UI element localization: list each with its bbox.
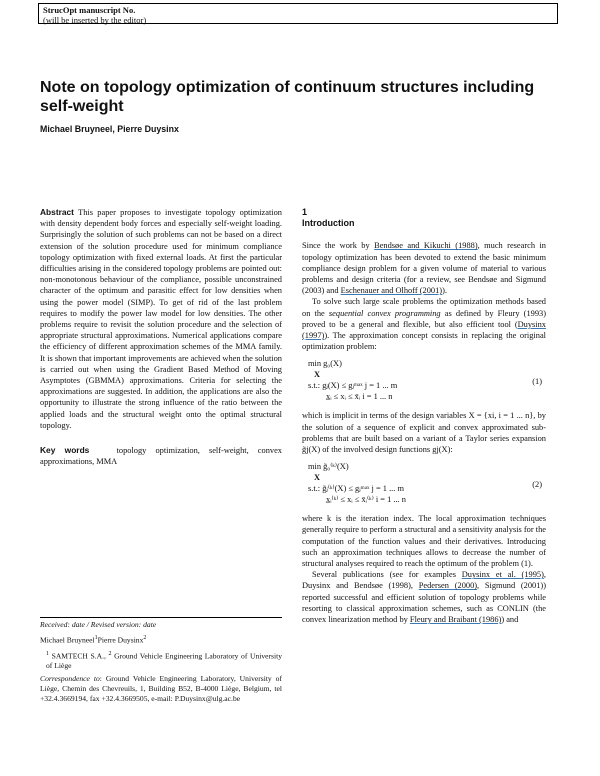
footnote-rule <box>40 617 282 618</box>
keywords <box>40 445 282 467</box>
equation-number: (2) <box>532 480 542 490</box>
equation-2: min g̃₀⁽ᵏ⁾(X) X s.t.: g̃ⱼ⁽ᵏ⁾(X) ≤ gⱼᵐᵃˣ j = 1 ... m x̲ᵢ⁽ᵏ⁾ ≤ xᵢ ≤ x̄ᵢ⁽ᵏ⁾ i = 1 ... n (2) <box>308 462 542 505</box>
received-line: Received: date / Revised version: date <box>40 620 157 629</box>
section-number: 1 <box>302 207 308 217</box>
citation-link[interactable]: Eschenauer and Olhoff (2001) <box>340 286 443 296</box>
citation-link[interactable]: Duysinx et al. (1995) <box>461 570 544 580</box>
abstract-text: This paper proposes to investigate topology optimization with density dependent body forces and especially self-weight loading. Surprisingly the solution of such problems can not be based on a direct extension of the solution procedure used for minimum compliance topology optimization with fixed external loads. At first the particular difficulties arising in the considered topology problems are pointed out: non-monotonous behaviour of the compliance, possible unconstrained character of the optimum and parasitic effect for low densities when using the power model (SIMP). To get of rid of the last problem requires to modify the power law model for low densities. The other problems require to revisit the solution procedure and the selection of appropriate structural approximations. Numerical applications compare the efficiency of different approximation schemes of the MMA family. It is shown that important improvements are achieved when the solution is carried out when using the Gradient Based Method of Moving Asymptotes (GBMMA) approximations. Criteria for selecting the approximations are suggested. In addition, the applications are also the opportunity to illustrate the strong influence of the ratio between the applied loads and the structural weight onto the optimal structural topology. <box>40 208 282 430</box>
paper-authors: Michael Bruyneel, Pierre Duysinx <box>40 124 179 134</box>
citation-link[interactable]: Duysinx (1997) <box>302 319 546 341</box>
author-names-line: Michael Bruyneel$^1$Pierre Duysinx$^2$ <box>40 635 147 645</box>
editor-box <box>38 3 558 24</box>
abstract <box>40 207 282 431</box>
keywords-label: Key words <box>40 445 90 456</box>
keywords-text: topology optimization, self-weight, convex approximations, MMA <box>40 446 282 467</box>
intro-paragraph-4: where k is the iteration index. The local approximation techniques generally require to perform a structural and a sensitivity analysis for the computation of the function values and their derivatives. Introducing such an approximation techniques allows to decrease the number of structural analyses required to reach the optimum of the problem (1). <box>302 514 546 569</box>
intro-paragraph-1: Since the work by Bendsøe and Kikuchi (1988), much research in topology optimization has been devoted to extend the basic minimum compliance design problem for a given volume of material to various problems and design criteria (for a review, see Bendsøe and Sigmund (2003) and Eschenauer and Olhoff (2001)). <box>302 241 546 296</box>
citation-link[interactable]: Fleury and Braibant (1986) <box>409 615 502 625</box>
right-column <box>302 207 546 625</box>
citation-link[interactable]: Pedersen (2000) <box>418 581 478 591</box>
intro-paragraph-5: Several publications (see for examples Duysinx et al. (1995), Duysinx and Bendsøe (1998), Pedersen (2000), Sigmund (2001)) reported successful and efficient solution of topology problems while resorting to classical approximation schemes, such as CONLIN (the convex linearization method by Fleury and Braibant (1986)) and <box>302 570 546 625</box>
affiliations: $^1$ SAMTECH S.A., $^2$ Ground Vehicle Engineering Laboratory of University of Liège <box>46 650 283 671</box>
editor-note: (will be inserted by the editor) <box>43 15 147 25</box>
equation-number: (1) <box>532 377 542 387</box>
left-column <box>40 207 282 467</box>
equation-1: min g₀(X) X s.t.: gⱼ(X) ≤ gⱼᵐᵃˣ j = 1 ... m x̲ᵢ ≤ xᵢ ≤ x̄ᵢ i = 1 ... n (1) <box>308 359 542 402</box>
correspondence: Correspondence to: Ground Vehicle Engineering Laboratory, University of Liège, Chemin des Chevreuils, 1, Building B52, B-4000 Liège, Belgium, tel +32.4.3669194, fax +32.4.3669505, e-mail: P.Duysinx@ulg.ac.be <box>40 674 283 704</box>
journal-label: StrucOpt manuscript No. <box>43 5 136 15</box>
footnotes <box>40 617 282 707</box>
citation-link[interactable]: Bendsøe and Kikuchi (1988) <box>374 241 478 251</box>
intro-paragraph-2: To solve such large scale problems the optimization methods based on the sequential convex programming as defined by Fleury (1993) proved to be a general and flexible, but also efficient tool (Duysinx (1997)). The approximation concept consists in replacing the original optimization problem: <box>302 297 546 352</box>
abstract-label: Abstract <box>40 207 74 217</box>
paper-title: Note on topology optimization of continuum structures including self-weight <box>40 79 535 115</box>
intro-paragraph-3: which is implicit in terms of the design variables X = {xi, i = 1 ... n}, by the solution of a sequence of explicit and convex approximated sub-problems that are built based on a variant of a Taylor series expansion g̃j(X) of the involved design functions gj(X): <box>302 411 546 455</box>
section-title: Introduction <box>302 218 355 229</box>
